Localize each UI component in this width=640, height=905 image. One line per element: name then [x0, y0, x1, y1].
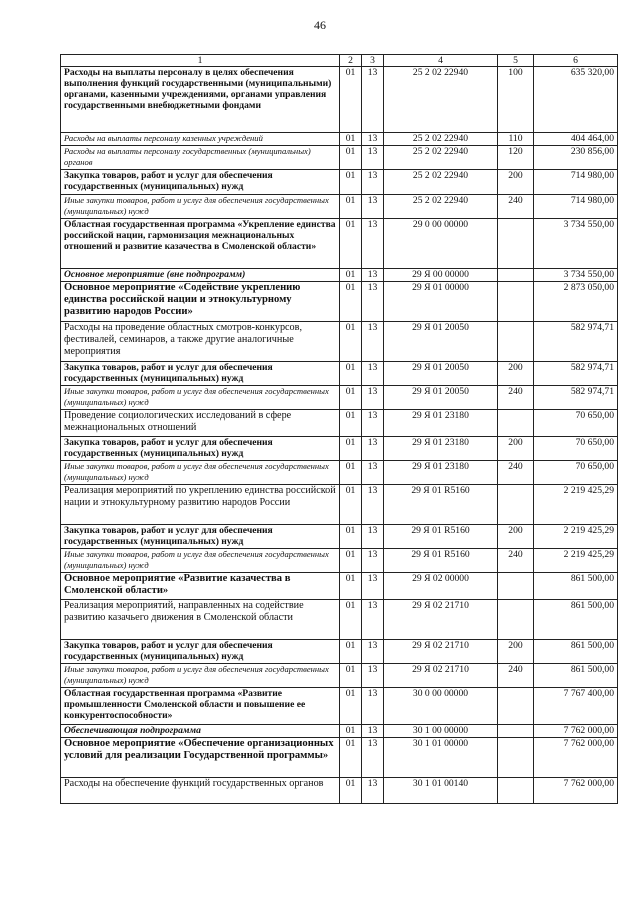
row-expense-type: 200 [498, 525, 534, 549]
table-row [61, 170, 618, 195]
row-amount: 7 762 000,00 [534, 738, 618, 778]
table-header-row [61, 55, 618, 67]
row-name: Расходы на выплаты персоналу казенных учреждений [61, 133, 340, 146]
row-subsection: 13 [362, 640, 384, 664]
table-row [61, 640, 618, 664]
row-name: Основное мероприятие «Содействие укреплению единства российской нации и этнокультурному развитию народов России» [61, 282, 340, 322]
row-section: 01 [340, 725, 362, 738]
row-target-code: 29 Я 00 00000 [384, 269, 498, 282]
row-target-code: 30 0 00 00000 [384, 688, 498, 725]
row-expense-type [498, 688, 534, 725]
row-subsection: 13 [362, 485, 384, 525]
row-section: 01 [340, 549, 362, 573]
header-col-3: 3 [362, 55, 384, 67]
table-row [61, 549, 618, 573]
row-section: 01 [340, 195, 362, 219]
row-subsection: 13 [362, 525, 384, 549]
table-row [61, 133, 618, 146]
row-section: 01 [340, 738, 362, 778]
row-name: Расходы на проведение областных смотров-конкурсов, фестивалей, семинаров, а также другие аналогичные мероприятия [61, 322, 340, 362]
row-subsection: 13 [362, 738, 384, 778]
row-section: 01 [340, 573, 362, 600]
row-name: Иные закупки товаров, работ и услуг для обеспечения государственных (муниципальных) нужд [61, 386, 340, 410]
row-section: 01 [340, 640, 362, 664]
row-name: Закупка товаров, работ и услуг для обеспечения государственных (муниципальных) нужд [61, 525, 340, 549]
row-amount: 7 762 000,00 [534, 778, 618, 804]
row-subsection: 13 [362, 282, 384, 322]
row-section: 01 [340, 219, 362, 269]
row-target-code: 29 Я 02 00000 [384, 573, 498, 600]
row-name: Областная государственная программа «Развитие промышленности Смоленской области и повышение ее конкурентоспособности» [61, 688, 340, 725]
row-amount: 861 500,00 [534, 600, 618, 640]
table-row [61, 525, 618, 549]
row-target-code: 25 2 02 22940 [384, 133, 498, 146]
row-subsection: 13 [362, 170, 384, 195]
row-expense-type [498, 573, 534, 600]
table-row [61, 362, 618, 386]
table-row [61, 437, 618, 461]
row-name: Областная государственная программа «Укрепление единства российской нации, гармонизация межнациональных отношений и развитие казачества в Смоленской области» [61, 219, 340, 269]
row-amount: 230 856,00 [534, 146, 618, 170]
row-expense-type: 240 [498, 549, 534, 573]
table-row [61, 688, 618, 725]
row-name: Реализация мероприятий по укреплению единства российской нации и этнокультурному развитию народов России [61, 485, 340, 525]
row-amount: 3 734 550,00 [534, 219, 618, 269]
row-expense-type [498, 738, 534, 778]
row-target-code: 25 2 02 22940 [384, 67, 498, 133]
row-subsection: 13 [362, 67, 384, 133]
row-amount: 861 500,00 [534, 640, 618, 664]
row-section: 01 [340, 67, 362, 133]
row-subsection: 13 [362, 362, 384, 386]
row-section: 01 [340, 269, 362, 282]
row-subsection: 13 [362, 600, 384, 640]
row-target-code: 29 Я 01 23180 [384, 461, 498, 485]
header-col-4: 4 [384, 55, 498, 67]
row-amount: 861 500,00 [534, 573, 618, 600]
row-amount: 582 974,71 [534, 362, 618, 386]
row-name: Иные закупки товаров, работ и услуг для обеспечения государственных (муниципальных) нужд [61, 549, 340, 573]
row-name: Иные закупки товаров, работ и услуг для обеспечения государственных (муниципальных) нужд [61, 195, 340, 219]
row-name: Расходы на выплаты персоналу в целях обеспечения выполнения функций государственными (муниципальными) органами, казенными учреждениями, органами управления государственными внебюджетными фондами [61, 67, 340, 133]
row-subsection: 13 [362, 664, 384, 688]
row-section: 01 [340, 170, 362, 195]
row-section: 01 [340, 146, 362, 170]
table-row [61, 282, 618, 322]
row-expense-type: 110 [498, 133, 534, 146]
row-expense-type: 200 [498, 437, 534, 461]
row-amount: 404 464,00 [534, 133, 618, 146]
row-target-code: 29 0 00 00000 [384, 219, 498, 269]
row-amount: 70 650,00 [534, 461, 618, 485]
row-expense-type: 240 [498, 664, 534, 688]
table-row [61, 461, 618, 485]
row-expense-type: 240 [498, 195, 534, 219]
row-section: 01 [340, 322, 362, 362]
row-amount: 861 500,00 [534, 664, 618, 688]
row-subsection: 13 [362, 437, 384, 461]
row-section: 01 [340, 386, 362, 410]
row-subsection: 13 [362, 133, 384, 146]
row-subsection: 13 [362, 573, 384, 600]
row-subsection: 13 [362, 195, 384, 219]
header-col-5: 5 [498, 55, 534, 67]
table-row [61, 725, 618, 738]
header-col-1: 1 [61, 55, 340, 67]
row-amount: 582 974,71 [534, 322, 618, 362]
row-name: Закупка товаров, работ и услуг для обеспечения государственных (муниципальных) нужд [61, 437, 340, 461]
row-name: Закупка товаров, работ и услуг для обеспечения государственных (муниципальных) нужд [61, 362, 340, 386]
row-target-code: 29 Я 01 20050 [384, 322, 498, 362]
row-subsection: 13 [362, 688, 384, 725]
row-subsection: 13 [362, 410, 384, 437]
row-name: Расходы на обеспечение функций государственных органов [61, 778, 340, 804]
row-expense-type: 200 [498, 362, 534, 386]
budget-table [60, 54, 618, 804]
row-amount: 2 873 050,00 [534, 282, 618, 322]
row-section: 01 [340, 778, 362, 804]
row-subsection: 13 [362, 725, 384, 738]
row-target-code: 30 1 00 00000 [384, 725, 498, 738]
row-target-code: 25 2 02 22940 [384, 146, 498, 170]
row-name: Закупка товаров, работ и услуг для обеспечения государственных (муниципальных) нужд [61, 170, 340, 195]
table-row [61, 573, 618, 600]
row-expense-type [498, 725, 534, 738]
row-name: Расходы на выплаты персоналу государственных (муниципальных) органов [61, 146, 340, 170]
table-row [61, 269, 618, 282]
row-amount: 70 650,00 [534, 410, 618, 437]
page-number: 46 [314, 18, 326, 32]
row-subsection: 13 [362, 461, 384, 485]
row-target-code: 29 Я 01 20050 [384, 386, 498, 410]
table-row [61, 738, 618, 778]
row-expense-type: 240 [498, 461, 534, 485]
row-amount: 635 320,00 [534, 67, 618, 133]
row-expense-type [498, 269, 534, 282]
row-amount: 2 219 425,29 [534, 485, 618, 525]
row-subsection: 13 [362, 549, 384, 573]
row-section: 01 [340, 461, 362, 485]
row-expense-type: 120 [498, 146, 534, 170]
row-expense-type: 200 [498, 170, 534, 195]
row-subsection: 13 [362, 386, 384, 410]
table-row [61, 410, 618, 437]
row-section: 01 [340, 437, 362, 461]
row-expense-type [498, 485, 534, 525]
row-amount: 7 767 400,00 [534, 688, 618, 725]
row-section: 01 [340, 282, 362, 322]
row-expense-type [498, 600, 534, 640]
header-col-6: 6 [534, 55, 618, 67]
row-target-code: 25 2 02 22940 [384, 195, 498, 219]
row-amount: 714 980,00 [534, 170, 618, 195]
row-amount: 3 734 550,00 [534, 269, 618, 282]
row-subsection: 13 [362, 269, 384, 282]
table-row [61, 600, 618, 640]
row-target-code: 29 Я 01 20050 [384, 362, 498, 386]
table-row [61, 322, 618, 362]
row-expense-type [498, 778, 534, 804]
table-row [61, 146, 618, 170]
table-row [61, 664, 618, 688]
row-amount: 7 762 000,00 [534, 725, 618, 738]
row-subsection: 13 [362, 322, 384, 362]
row-amount: 714 980,00 [534, 195, 618, 219]
table-row [61, 386, 618, 410]
row-target-code: 25 2 02 22940 [384, 170, 498, 195]
row-target-code: 29 Я 02 21710 [384, 600, 498, 640]
row-expense-type [498, 322, 534, 362]
row-target-code: 29 Я 01 23180 [384, 437, 498, 461]
row-target-code: 29 Я 01 R5160 [384, 525, 498, 549]
row-name: Иные закупки товаров, работ и услуг для обеспечения государственных (муниципальных) нужд [61, 461, 340, 485]
row-section: 01 [340, 485, 362, 525]
row-section: 01 [340, 688, 362, 725]
row-section: 01 [340, 362, 362, 386]
table-row [61, 219, 618, 269]
table-row [61, 778, 618, 804]
row-target-code: 29 Я 01 R5160 [384, 549, 498, 573]
row-expense-type [498, 219, 534, 269]
row-target-code: 29 Я 02 21710 [384, 664, 498, 688]
table-row [61, 485, 618, 525]
row-section: 01 [340, 133, 362, 146]
row-expense-type: 200 [498, 640, 534, 664]
row-expense-type: 100 [498, 67, 534, 133]
row-expense-type: 240 [498, 386, 534, 410]
header-col-2: 2 [340, 55, 362, 67]
row-name: Закупка товаров, работ и услуг для обеспечения государственных (муниципальных) нужд [61, 640, 340, 664]
row-name: Реализация мероприятий, направленных на содействие развитию казачьего движения в Смоленской области [61, 600, 340, 640]
row-target-code: 29 Я 01 23180 [384, 410, 498, 437]
row-amount: 2 219 425,29 [534, 525, 618, 549]
row-section: 01 [340, 664, 362, 688]
table-row [61, 67, 618, 133]
row-subsection: 13 [362, 778, 384, 804]
row-name: Основное мероприятие (вне подпрограмм) [61, 269, 340, 282]
row-section: 01 [340, 600, 362, 640]
row-target-code: 30 1 01 00000 [384, 738, 498, 778]
row-expense-type [498, 410, 534, 437]
row-target-code: 30 1 01 00140 [384, 778, 498, 804]
row-name: Основное мероприятие «Обеспечение организационных условий для реализации Государственной программы» [61, 738, 340, 778]
row-name: Проведение социологических исследований в сфере межнациональных отношений [61, 410, 340, 437]
row-subsection: 13 [362, 219, 384, 269]
row-name: Обеспечивающая подпрограмма [61, 725, 340, 738]
row-target-code: 29 Я 02 21710 [384, 640, 498, 664]
row-section: 01 [340, 410, 362, 437]
row-subsection: 13 [362, 146, 384, 170]
row-expense-type [498, 282, 534, 322]
row-section: 01 [340, 525, 362, 549]
row-target-code: 29 Я 01 00000 [384, 282, 498, 322]
row-name: Иные закупки товаров, работ и услуг для обеспечения государственных (муниципальных) нужд [61, 664, 340, 688]
row-amount: 2 219 425,29 [534, 549, 618, 573]
row-amount: 582 974,71 [534, 386, 618, 410]
table-row [61, 195, 618, 219]
row-target-code: 29 Я 01 R5160 [384, 485, 498, 525]
row-amount: 70 650,00 [534, 437, 618, 461]
row-name: Основное мероприятие «Развитие казачества в Смоленской области» [61, 573, 340, 600]
